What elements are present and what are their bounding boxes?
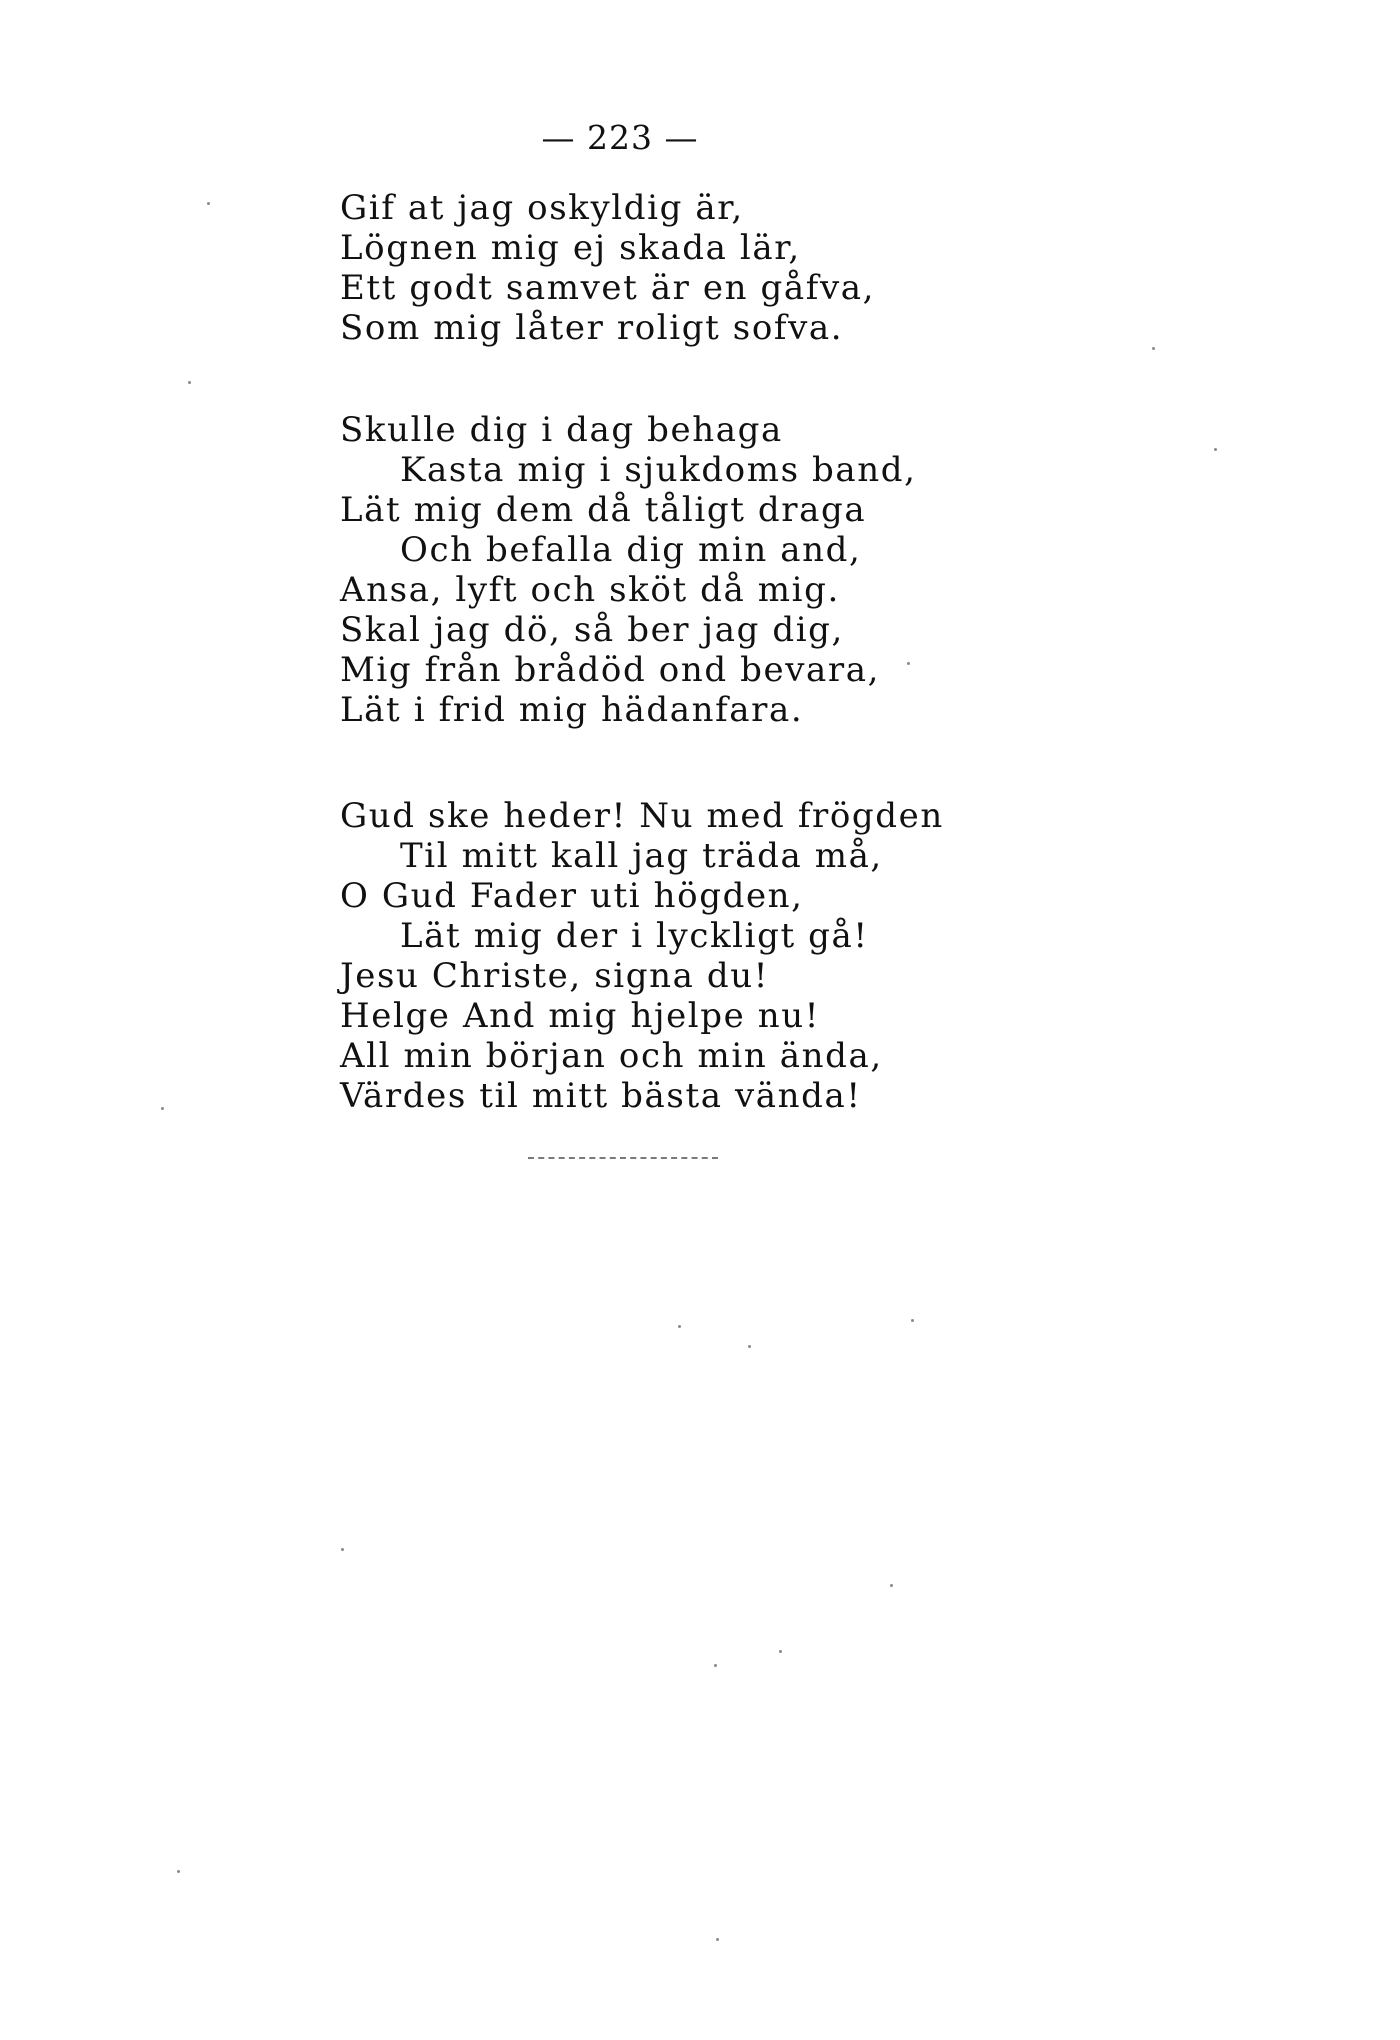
paper-speck <box>207 202 210 205</box>
verse-line: Jesu Christe, signa du! <box>340 956 769 996</box>
paper-speck <box>161 1107 164 1110</box>
paper-speck <box>907 662 910 665</box>
paper-speck <box>748 1345 751 1348</box>
verse-line-indented: Och befalla dig min and, <box>400 530 862 570</box>
paper-speck <box>177 1870 180 1873</box>
paper-speck <box>779 1650 782 1653</box>
stanza-3 <box>340 796 944 1116</box>
verse-line: Som mig låter roligt sofva. <box>340 308 844 348</box>
verse-line: O Gud Fader uti högden, <box>340 876 804 916</box>
verse-line: Lät i frid mig hädanfara. <box>340 690 804 730</box>
verse-line: Skal jag dö, så ber jag dig, <box>340 610 844 650</box>
paper-speck <box>1152 347 1155 350</box>
stanza-1 <box>340 188 920 348</box>
verse-line: All min början och min ända, <box>340 1036 883 1076</box>
paper-speck <box>188 381 191 384</box>
verse-line: Helge And mig hjelpe nu! <box>340 996 821 1036</box>
paper-speck <box>890 1584 893 1587</box>
end-rule <box>528 1157 718 1159</box>
verse-line: Lögnen mig ej skada lär, <box>340 228 801 268</box>
verse-line: Gif at jag oskyldig är, <box>340 188 744 228</box>
paper-speck <box>716 1938 719 1941</box>
verse-line: Gud ske heder! Nu med frögden <box>340 796 944 836</box>
paper-speck <box>341 1548 344 1551</box>
paper-speck <box>714 1664 717 1667</box>
verse-line-indented: Til mitt kall jag träda må, <box>400 836 883 876</box>
verse-line-indented: Lät mig der i lyckligt gå! <box>400 916 869 956</box>
paper-speck <box>1214 448 1217 451</box>
verse-line: Värdes til mitt bästa vända! <box>340 1076 862 1116</box>
verse-line: Skulle dig i dag behaga <box>340 410 783 450</box>
verse-line: Ansa, lyft och sköt då mig. <box>340 570 840 610</box>
page-number: — 223 — <box>541 118 699 157</box>
verse-line: Lät mig dem då tåligt draga <box>340 490 867 530</box>
verse-line: Mig från brådöd ond bevara, <box>340 650 881 690</box>
paper-speck <box>678 1325 681 1328</box>
paper-speck <box>911 1319 914 1322</box>
verse-line-indented: Kasta mig i sjukdoms band, <box>400 450 917 490</box>
stanza-2 <box>340 410 920 730</box>
verse-line: Ett godt samvet är en gåfva, <box>340 268 876 308</box>
